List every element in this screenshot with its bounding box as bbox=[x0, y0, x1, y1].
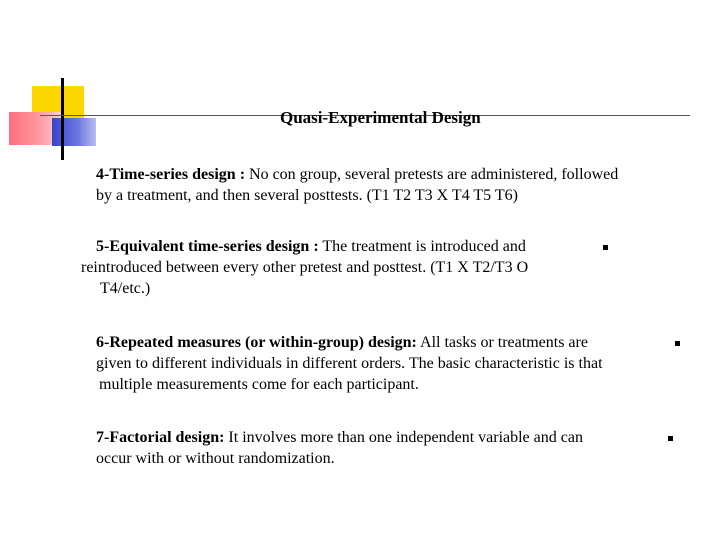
item-text: by a treatment, and then several posttests. (T1 T2 T3 X T4 T5 T6) bbox=[96, 187, 518, 204]
item-text: occur with or without randomization. bbox=[96, 450, 335, 467]
decor-blue-square bbox=[52, 118, 96, 146]
bullet-square-icon bbox=[603, 245, 608, 250]
item-heading: 7-Factorial design: bbox=[96, 429, 225, 446]
item-equivalent-time-series bbox=[81, 236, 529, 299]
item-time-series bbox=[96, 164, 618, 206]
item-text: The treatment is introduced and bbox=[318, 238, 526, 255]
item-text: reintroduced between every other pretest and posttest. (T1 X T2/T3 O bbox=[81, 259, 529, 276]
bullet-square-icon bbox=[668, 436, 673, 441]
item-text: No con group, several pretests are administered, followed bbox=[245, 166, 619, 183]
item-text: All tasks or treatments are bbox=[416, 334, 588, 351]
item-text: T4/etc.) bbox=[100, 280, 151, 297]
item-heading: 4-Time-series design : bbox=[96, 166, 246, 183]
item-text: given to different individuals in different orders. The basic characteristic is that bbox=[96, 355, 603, 372]
item-text: multiple measurements come for each participant. bbox=[99, 376, 419, 393]
item-repeated-measures bbox=[96, 332, 603, 395]
item-heading: 5-Equivalent time-series design : bbox=[96, 238, 319, 255]
bullet-square-icon bbox=[675, 341, 680, 346]
item-heading: 6-Repeated measures (or within-group) design: bbox=[96, 334, 417, 351]
slide-title: Quasi-Experimental Design bbox=[280, 108, 481, 127]
item-factorial bbox=[96, 427, 583, 469]
item-text: It involves more than one independent variable and can bbox=[224, 429, 583, 446]
decor-vertical-line bbox=[61, 78, 64, 160]
